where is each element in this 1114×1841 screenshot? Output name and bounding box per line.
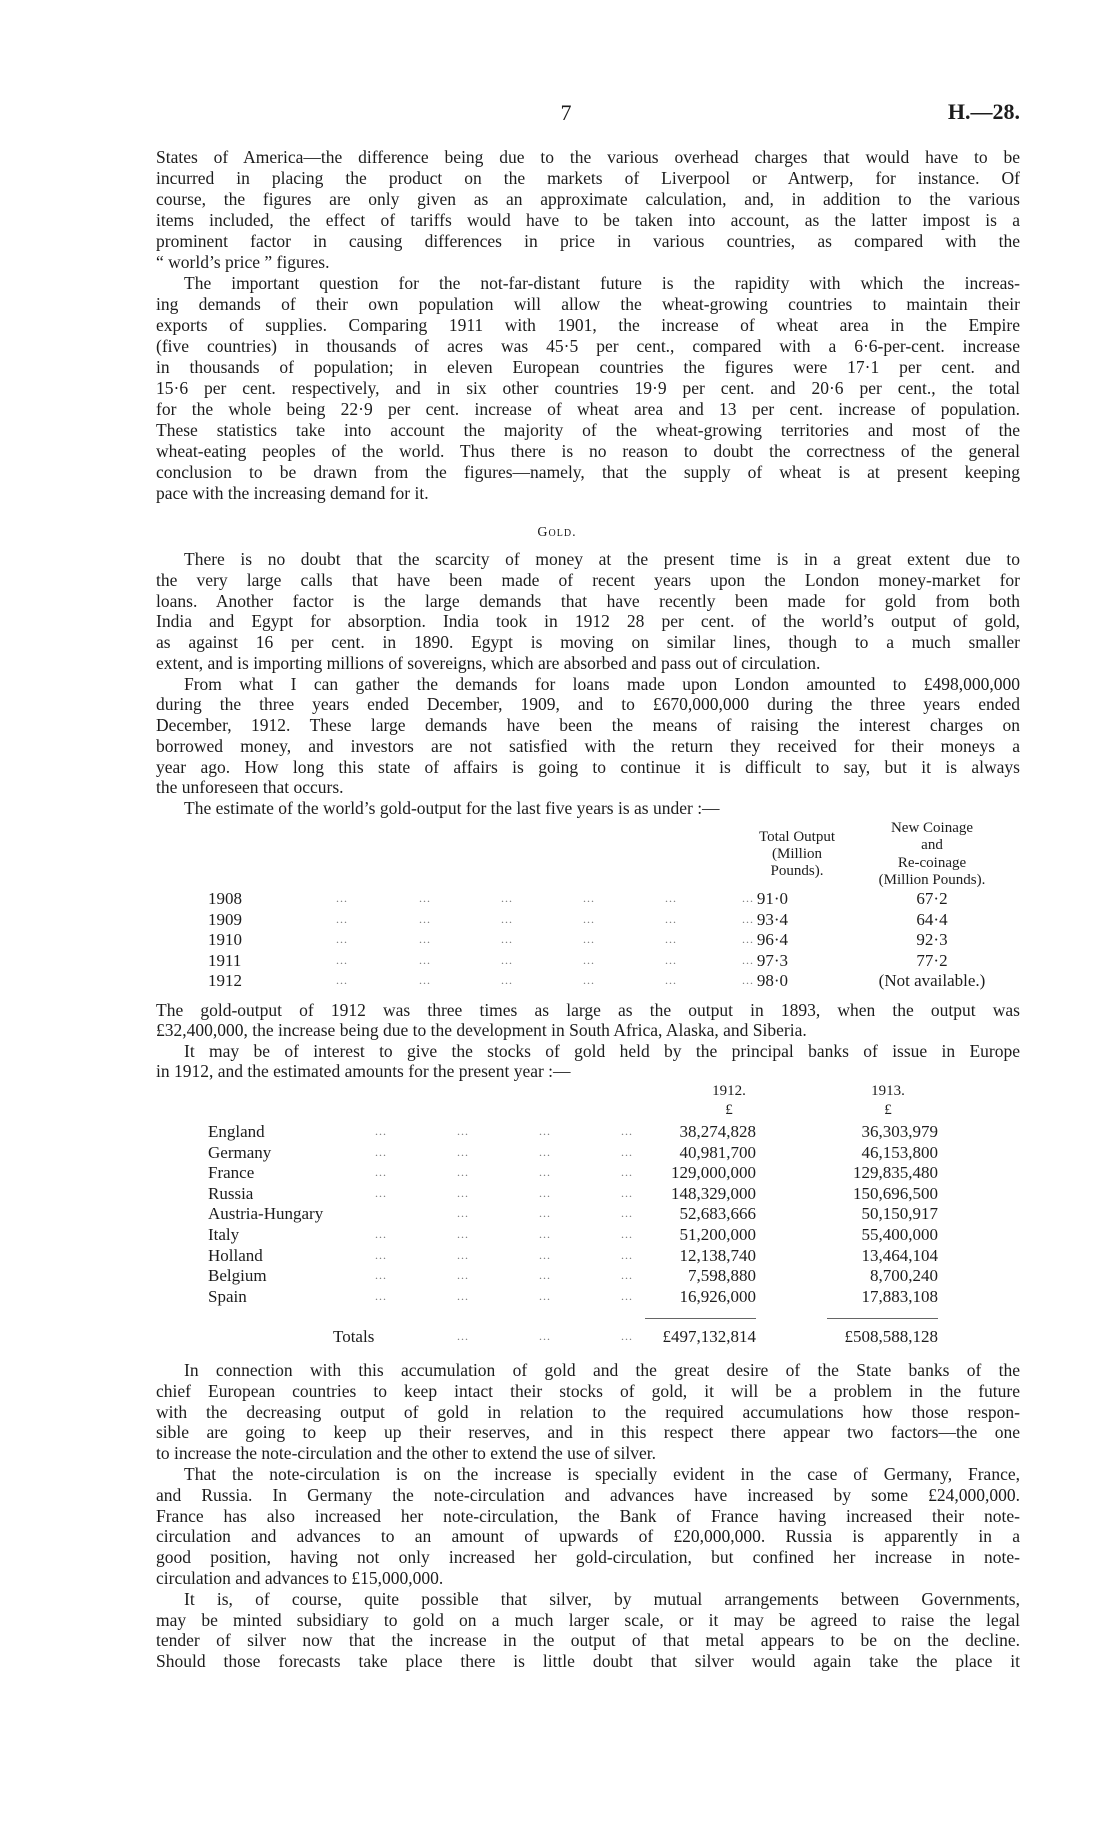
leader-dots: ...: [621, 1185, 633, 1200]
leader-dots: ...: [539, 1185, 551, 1200]
leader-dots: ...: [419, 952, 431, 967]
text-line: extent, and is importing millions of sovereigns, which are absorbed and pass out of circulation.: [156, 652, 821, 673]
leader-dots: ...: [457, 1144, 469, 1159]
row-stock-1912: 38,274,828: [679, 1122, 756, 1141]
leader-dots: ...: [539, 1227, 551, 1241]
leader-dots: ...: [501, 932, 513, 946]
text-line: India and Egypt for absorption. India took in 1912 28 per cent. of the world’s output of gold,: [156, 611, 1020, 632]
leader-dots: ...: [336, 911, 348, 926]
text-line: items included, the effect of tariffs would have to be taken into account, as the latter impost is a: [156, 210, 1020, 230]
leader-dots: ...: [621, 1206, 633, 1221]
leader-dots: ...: [621, 1247, 633, 1262]
leader-dots: ...: [539, 1268, 551, 1283]
row-year: 1911: [208, 950, 242, 970]
row-stock-1912: 148,329,000: [671, 1183, 756, 1203]
leader-dots: ...: [375, 1124, 387, 1138]
leader-dots: ...: [375, 1288, 387, 1303]
row-total-output: 97·3: [756, 950, 788, 970]
row-country: Germany: [208, 1142, 272, 1162]
leader-dots: ...: [375, 1165, 387, 1180]
row-stock-1913: 13,464,104: [861, 1245, 938, 1265]
row-year: 1909: [208, 909, 242, 929]
total-1912: £497,132,814: [662, 1327, 756, 1346]
row-total-output: 96·4: [756, 930, 788, 949]
leader-dots: ...: [583, 973, 595, 987]
leader-dots: ...: [457, 1329, 469, 1343]
row-year: 1908: [208, 889, 242, 908]
text-line: may be minted subsidiary to gold on a much larger scale, or it may be agreed to raise the legal: [156, 1609, 1020, 1630]
leader-dots: ...: [375, 1268, 387, 1283]
leader-dots: ...: [501, 952, 513, 967]
text-line: It may be of interest to give the stocks of gold held by the principal banks of issue in Europe: [184, 1040, 1020, 1061]
leader-dots: ...: [419, 911, 431, 926]
row-total-output: 91·0: [756, 889, 788, 908]
leader-dots: ...: [742, 891, 754, 905]
leader-dots: ...: [457, 1124, 469, 1138]
leader-dots: ...: [583, 891, 595, 905]
row-new-coinage: 67·2: [916, 889, 948, 908]
leader-dots: ...: [501, 973, 513, 987]
leader-dots: ...: [621, 1144, 633, 1159]
text-line: It is, of course, quite possible that silver, by mutual arrangements between Governments,: [184, 1588, 1020, 1609]
leader-dots: ...: [501, 891, 513, 905]
text-line: That the note-circulation is on the increase is specially evident in the case of Germany, France,: [184, 1464, 1020, 1484]
text-line: £32,400,000, the increase being due to the development in South Africa, Alaska, and Siberia.: [156, 1020, 807, 1041]
leader-dots: ...: [375, 1227, 387, 1241]
column-header-new-coinage: and: [921, 837, 943, 854]
total-1913: £508,588,128: [844, 1327, 938, 1346]
text-line: borrowed money, and investors are not satisfied with the return they received for their moneys a: [156, 735, 1020, 756]
leader-dots: ...: [375, 1185, 387, 1200]
row-new-coinage: (Not available.): [878, 971, 986, 990]
text-line: The estimate of the world’s gold-output for the last five years is as under :—: [184, 798, 720, 818]
page-number: 7: [560, 100, 572, 125]
text-line: “ world’s price ” figures.: [156, 252, 330, 272]
column-header-new-coinage: (Million Pounds).: [878, 871, 986, 888]
text-line: Should those forecasts take place there is little doubt that silver would again take the place it: [156, 1651, 1020, 1672]
row-stock-1912: 7,598,880: [688, 1266, 756, 1286]
leader-dots: ...: [742, 932, 754, 946]
section-heading-gold: Gold.: [537, 525, 577, 540]
leader-dots: ...: [539, 1124, 551, 1138]
column-header-total-output: (Million: [771, 846, 822, 862]
text-line: In connection with this accumulation of gold and the great desire of the State banks of the: [184, 1360, 1020, 1380]
text-line: sible are going to keep up their reserves, and in this respect there appear two factors—the one: [156, 1422, 1020, 1443]
row-country: Russia: [208, 1183, 254, 1203]
leader-dots: ...: [665, 891, 677, 905]
text-line: and Russia. In Germany the note-circulation and advances have increased by some £24,000,000.: [156, 1484, 1020, 1505]
text-line: circulation and advances to an amount of upwards of £20,000,000. Russia is apparently in a: [156, 1526, 1020, 1547]
row-country: Holland: [208, 1245, 263, 1265]
total-rule: [645, 1318, 756, 1319]
leader-dots: ...: [539, 1144, 551, 1159]
leader-dots: ...: [742, 973, 754, 987]
row-stock-1913: 36,303,979: [861, 1122, 938, 1141]
leader-dots: ...: [621, 1268, 633, 1283]
text-line: in thousands of population; in eleven European countries the figures were 17·1 per cent. and: [156, 357, 1020, 377]
text-line: the unforeseen that occurs.: [156, 777, 344, 798]
leader-dots: ...: [621, 1124, 633, 1138]
leader-dots: ...: [583, 952, 595, 967]
total-rule: [827, 1318, 938, 1319]
row-year: 1912: [208, 971, 242, 990]
text-line: wheat-eating peoples of the world. Thus there is no reason to doubt the correctness of the general: [156, 441, 1020, 461]
row-stock-1912: 51,200,000: [679, 1225, 756, 1244]
column-header-1912: £: [725, 1102, 733, 1118]
row-total-output: 98·0: [756, 971, 788, 990]
column-header-total-output: Pounds).: [770, 863, 824, 879]
row-stock-1913: 150,696,500: [853, 1183, 938, 1203]
column-header-1913: £: [884, 1102, 892, 1118]
row-total-output: 93·4: [756, 909, 788, 929]
document-reference: H.—28.: [947, 99, 1020, 124]
leader-dots: ...: [419, 891, 431, 905]
text-line: December, 1912. These large demands have been the means of raising the interest charges on: [156, 715, 1020, 735]
text-line: the very large calls that have been made of recent years upon the London money-market for: [156, 569, 1020, 590]
leader-dots: ...: [419, 973, 431, 987]
text-line: as against 16 per cent. in 1890. Egypt is moving on similar lines, though to a much smaller: [156, 632, 1020, 652]
row-stock-1912: 52,683,666: [679, 1204, 756, 1224]
row-country: France: [208, 1163, 255, 1183]
row-country: Italy: [208, 1225, 240, 1244]
row-stock-1913: 50,150,917: [861, 1204, 938, 1224]
leader-dots: ...: [457, 1165, 469, 1180]
column-header-1913: 1913.: [871, 1083, 905, 1099]
text-line: conclusion to be drawn from the figures—namely, that the supply of wheat is at present keeping: [156, 462, 1020, 482]
column-header-new-coinage: Re-coinage: [897, 854, 967, 871]
leader-dots: ...: [621, 1288, 633, 1303]
row-new-coinage: 92·3: [916, 930, 948, 949]
text-line: France has also increased her note-circulation, the Bank of France having increased their note-: [156, 1505, 1020, 1526]
row-year: 1910: [208, 930, 242, 949]
row-country: Belgium: [208, 1266, 267, 1286]
leader-dots: ...: [501, 911, 513, 926]
row-stock-1913: 55,400,000: [861, 1225, 938, 1244]
leader-dots: ...: [665, 932, 677, 946]
row-stock-1913: 46,153,800: [861, 1142, 938, 1162]
text-line: pace with the increasing demand for it.: [156, 483, 429, 503]
leader-dots: ...: [742, 911, 754, 926]
leader-dots: ...: [539, 1165, 551, 1180]
text-line: to increase the note-circulation and the other to extend the use of silver.: [156, 1443, 657, 1464]
leader-dots: ...: [457, 1206, 469, 1221]
row-stock-1913: 129,835,480: [853, 1163, 938, 1183]
row-stock-1913: 8,700,240: [870, 1266, 938, 1286]
leader-dots: ...: [583, 911, 595, 926]
leader-dots: ...: [583, 932, 595, 946]
leader-dots: ...: [457, 1227, 469, 1241]
leader-dots: ...: [375, 1144, 387, 1159]
row-stock-1912: 40,981,700: [679, 1142, 756, 1162]
totals-label: Totals: [333, 1327, 375, 1346]
row-new-coinage: 64·4: [916, 909, 948, 929]
row-stock-1912: 16,926,000: [679, 1286, 756, 1306]
leader-dots: ...: [665, 973, 677, 987]
leader-dots: ...: [665, 911, 677, 926]
leader-dots: ...: [457, 1247, 469, 1262]
row-country: England: [208, 1122, 265, 1141]
text-line: circulation and advances to £15,000,000.: [156, 1568, 444, 1588]
leader-dots: ...: [419, 932, 431, 946]
text-line: for the whole being 22·9 per cent. increase of wheat area and 13 per cent. increase of population.: [156, 399, 1020, 419]
text-line: chief European countries to keep intact their stocks of gold, it will be a problem in the future: [156, 1380, 1020, 1401]
leader-dots: ...: [539, 1288, 551, 1303]
row-country: Spain: [208, 1286, 247, 1306]
text-line: course, the figures are only given as an approximate calculation, and, in addition to the various: [156, 189, 1020, 209]
leader-dots: ...: [336, 973, 348, 987]
column-header-total-output: Total Output: [758, 829, 836, 845]
text-line: There is no doubt that the scarcity of money at the present time is in a great extent due to: [184, 549, 1020, 569]
text-line: loans. Another factor is the large demands that have recently been made for gold from both: [156, 590, 1020, 611]
leader-dots: ...: [336, 932, 348, 946]
text-line: incurred in placing the product on the markets of Liverpool or Antwerp, for instance. Of: [156, 168, 1020, 188]
text-line: 15·6 per cent. respectively, and in six other countries 19·9 per cent. and 20·6 per cent., the total: [156, 378, 1020, 398]
text-line: States of America—the difference being due to the various overhead charges that would have to be: [156, 147, 1020, 167]
column-header-new-coinage: New Coinage: [890, 820, 974, 836]
leader-dots: ...: [742, 952, 754, 967]
text-line: These statistics take into account the majority of the wheat-growing territories and most of the: [156, 420, 1020, 440]
leader-dots: ...: [457, 1288, 469, 1303]
row-stock-1912: 12,138,740: [679, 1245, 756, 1265]
text-line: tender of silver now that the increase in the output of that metal appears to be on the decline.: [156, 1630, 1020, 1651]
text-line: in 1912, and the estimated amounts for the present year :—: [156, 1061, 571, 1082]
text-line: The important question for the not-far-distant future is the rapidity with which the increas-: [184, 273, 1020, 293]
leader-dots: ...: [621, 1329, 633, 1343]
row-stock-1912: 129,000,000: [671, 1163, 756, 1183]
row-stock-1913: 17,883,108: [861, 1286, 938, 1306]
row-new-coinage: 77·2: [916, 950, 948, 970]
leader-dots: ...: [457, 1268, 469, 1283]
leader-dots: ...: [539, 1247, 551, 1262]
leader-dots: ...: [539, 1329, 551, 1343]
leader-dots: ...: [621, 1165, 633, 1180]
text-line: (five countries) in thousands of acres was 45·5 per cent., compared with a 6·6-per-cent. increase: [156, 336, 1020, 356]
text-line: exports of supplies. Comparing 1911 with 1901, the increase of wheat area in the Empire: [156, 315, 1020, 335]
leader-dots: ...: [375, 1247, 387, 1262]
column-header-1912: 1912.: [712, 1083, 746, 1099]
leader-dots: ...: [539, 1206, 551, 1221]
row-country: Austria-Hungary: [208, 1204, 324, 1224]
leader-dots: ...: [621, 1227, 633, 1241]
text-line: year ago. How long this state of affairs is going to continue it is difficult to say, but it is always: [156, 756, 1020, 777]
leader-dots: ...: [665, 952, 677, 967]
text-line: From what I can gather the demands for loans made upon London amounted to £498,000,000: [184, 673, 1020, 694]
text-line: prominent factor in causing differences in price in various countries, as compared with the: [156, 231, 1020, 251]
text-line: during the three years ended December, 1909, and to £670,000,000 during the three years ended: [156, 694, 1020, 715]
leader-dots: ...: [457, 1185, 469, 1200]
text-line: with the decreasing output of gold in relation to the required accumulations how those respon-: [156, 1401, 1020, 1422]
text-line: ing demands of their own population will allow the wheat-growing countries to maintain their: [156, 294, 1020, 314]
text-line: The gold-output of 1912 was three times as large as the output in 1893, when the output was: [156, 1000, 1020, 1020]
leader-dots: ...: [336, 891, 348, 905]
leader-dots: ...: [336, 952, 348, 967]
text-line: good position, having not only increased her gold-circulation, but confined her increase in note-: [156, 1547, 1020, 1568]
